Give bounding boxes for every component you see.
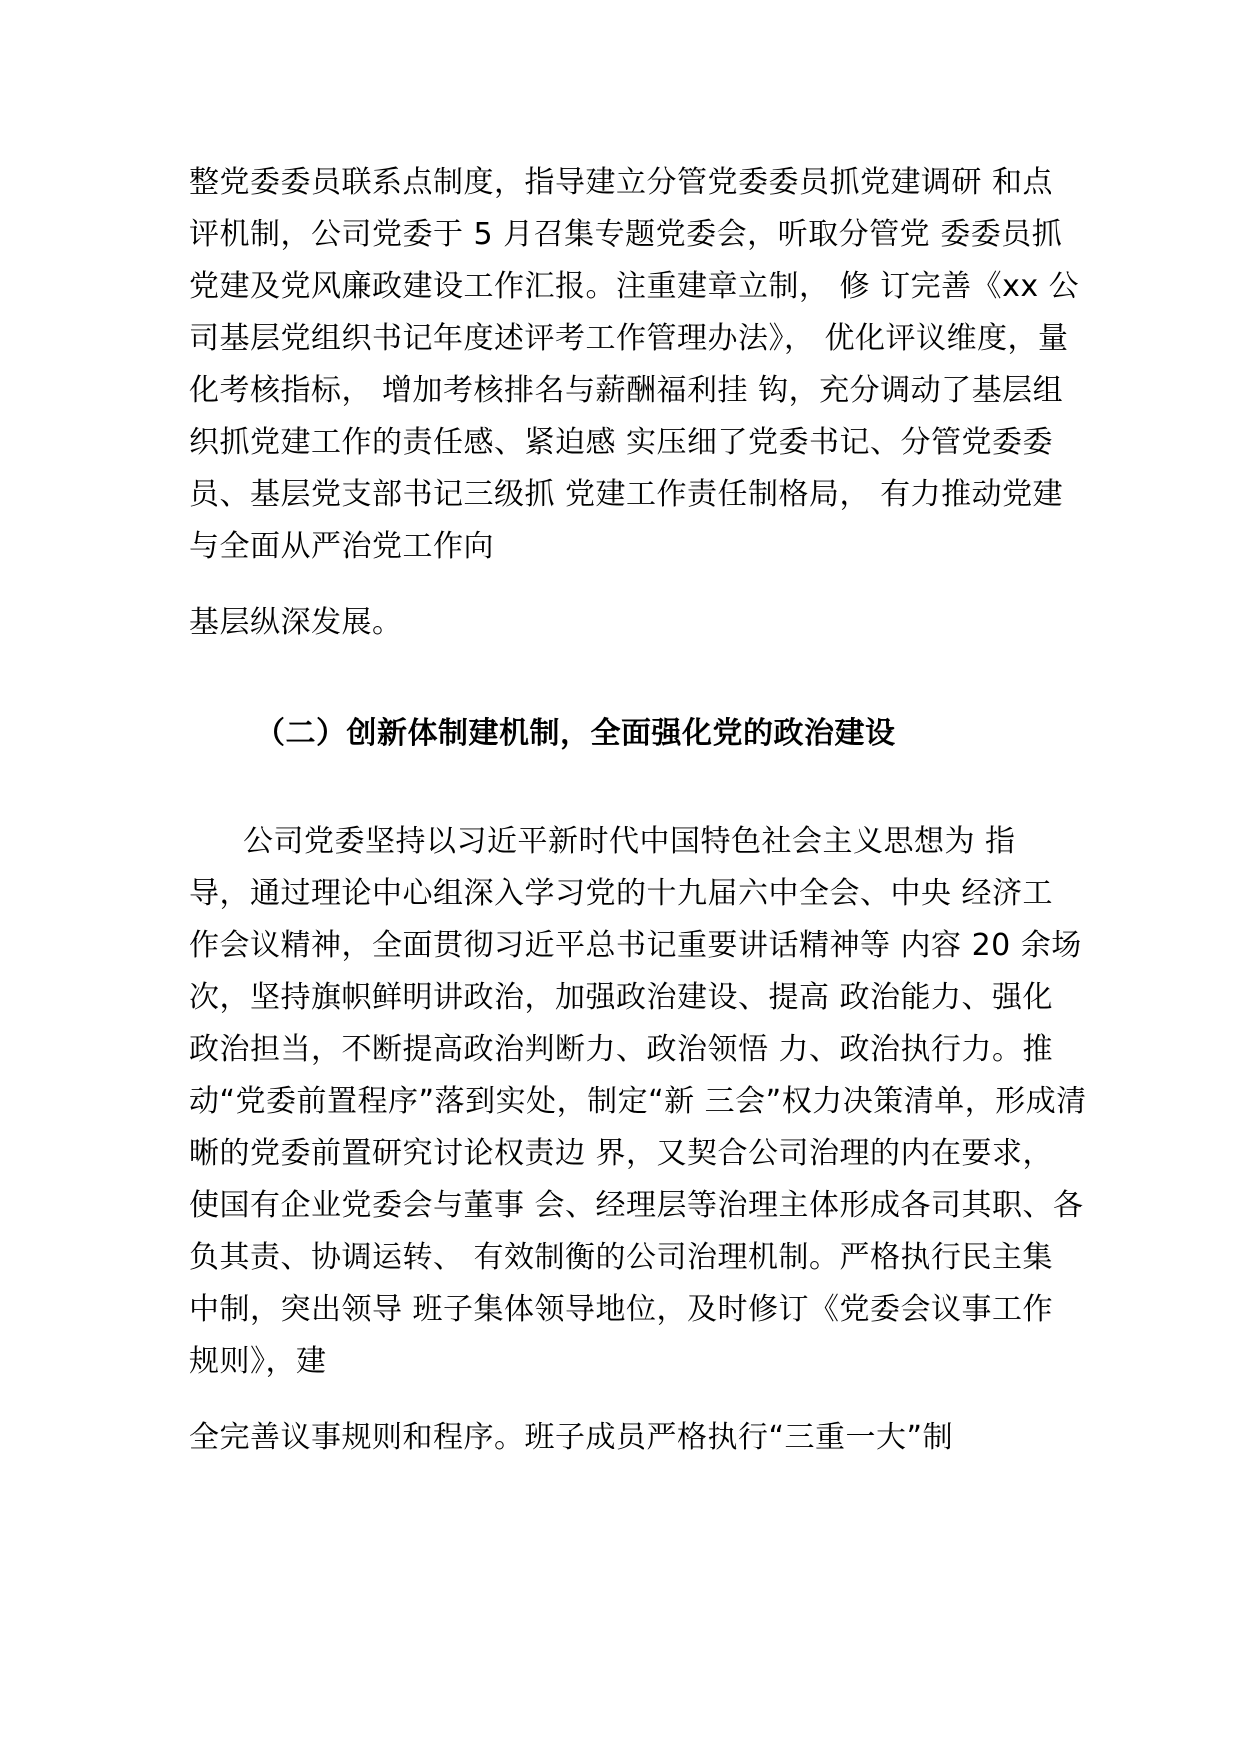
paragraph-2-line: 导，通过理论中心组深入学习党的十九届六中全会、中央 经济工 — [189, 876, 1054, 911]
paragraph-2-line: 晰的党委前置研究讨论权责边 界，又契合公司治理的内在要求， — [189, 1136, 1054, 1171]
paragraph-2-line: 规则》，建 — [189, 1344, 327, 1379]
paragraph-1-line: 员、基层党支部书记三级抓 党建工作责任制格局， 有力推动党建 — [189, 477, 1064, 512]
paragraph-1-line: 党建及党风廉政建设工作汇报。注重建章立制， 修 订完善《xx 公 — [189, 269, 1080, 304]
paragraph-2-line: 负其责、协调运转、 有效制衡的公司治理机制。严格执行民主集 — [189, 1240, 1054, 1275]
paragraph-1-line: 与全面从严治党工作向 — [189, 529, 494, 564]
paragraph-1-line: 司基层党组织书记年度述评考工作管理办法》， 优化评议维度，量 — [189, 321, 1069, 356]
section-heading: （二）创新体制建机制，全面强化党的政治建设 — [255, 716, 896, 751]
paragraph-2-line: 中制，突出领导 班子集体领导地位，及时修订《党委会议事工作 — [189, 1292, 1054, 1327]
paragraph-2-line: 动“党委前置程序”落到实处，制定“新 三会”权力决策清单，形成清 — [189, 1084, 1087, 1119]
paragraph-2-line: 作会议精神，全面贯彻习近平总书记重要讲话精神等 内容 20 余场 — [189, 928, 1082, 963]
paragraph-1-line: 化考核指标， 增加考核排名与薪酬福利挂 钩，充分调动了基层组 — [189, 373, 1064, 408]
paragraph-1-line: 织抓党建工作的责任感、紧迫感 实压细了党委书记、分管党委委 — [189, 425, 1054, 460]
paragraph-2-line: 公司党委坚持以习近平新时代中国特色社会主义思想为 指 — [243, 824, 1016, 859]
paragraph-2-tail: 全完善议事规则和程序。班子成员严格执行“三重一大”制 — [189, 1420, 954, 1455]
paragraph-1-line: 评机制，公司党委于 5 月召集专题党委会，听取分管党 委委员抓 — [189, 217, 1063, 252]
paragraph-1-tail: 基层纵深发展。 — [189, 605, 403, 640]
paragraph-2-line: 次，坚持旗帜鲜明讲政治，加强政治建设、提高 政治能力、强化 — [189, 980, 1054, 1015]
paragraph-2-line: 使国有企业党委会与董事 会、经理层等治理主体形成各司其职、各 — [189, 1188, 1084, 1223]
paragraph-2-line: 政治担当，不断提高政治判断力、政治领悟 力、政治执行力。推 — [189, 1032, 1054, 1067]
paragraph-1-line: 整党委委员联系点制度，指导建立分管党委委员抓党建调研 和点 — [189, 165, 1054, 200]
